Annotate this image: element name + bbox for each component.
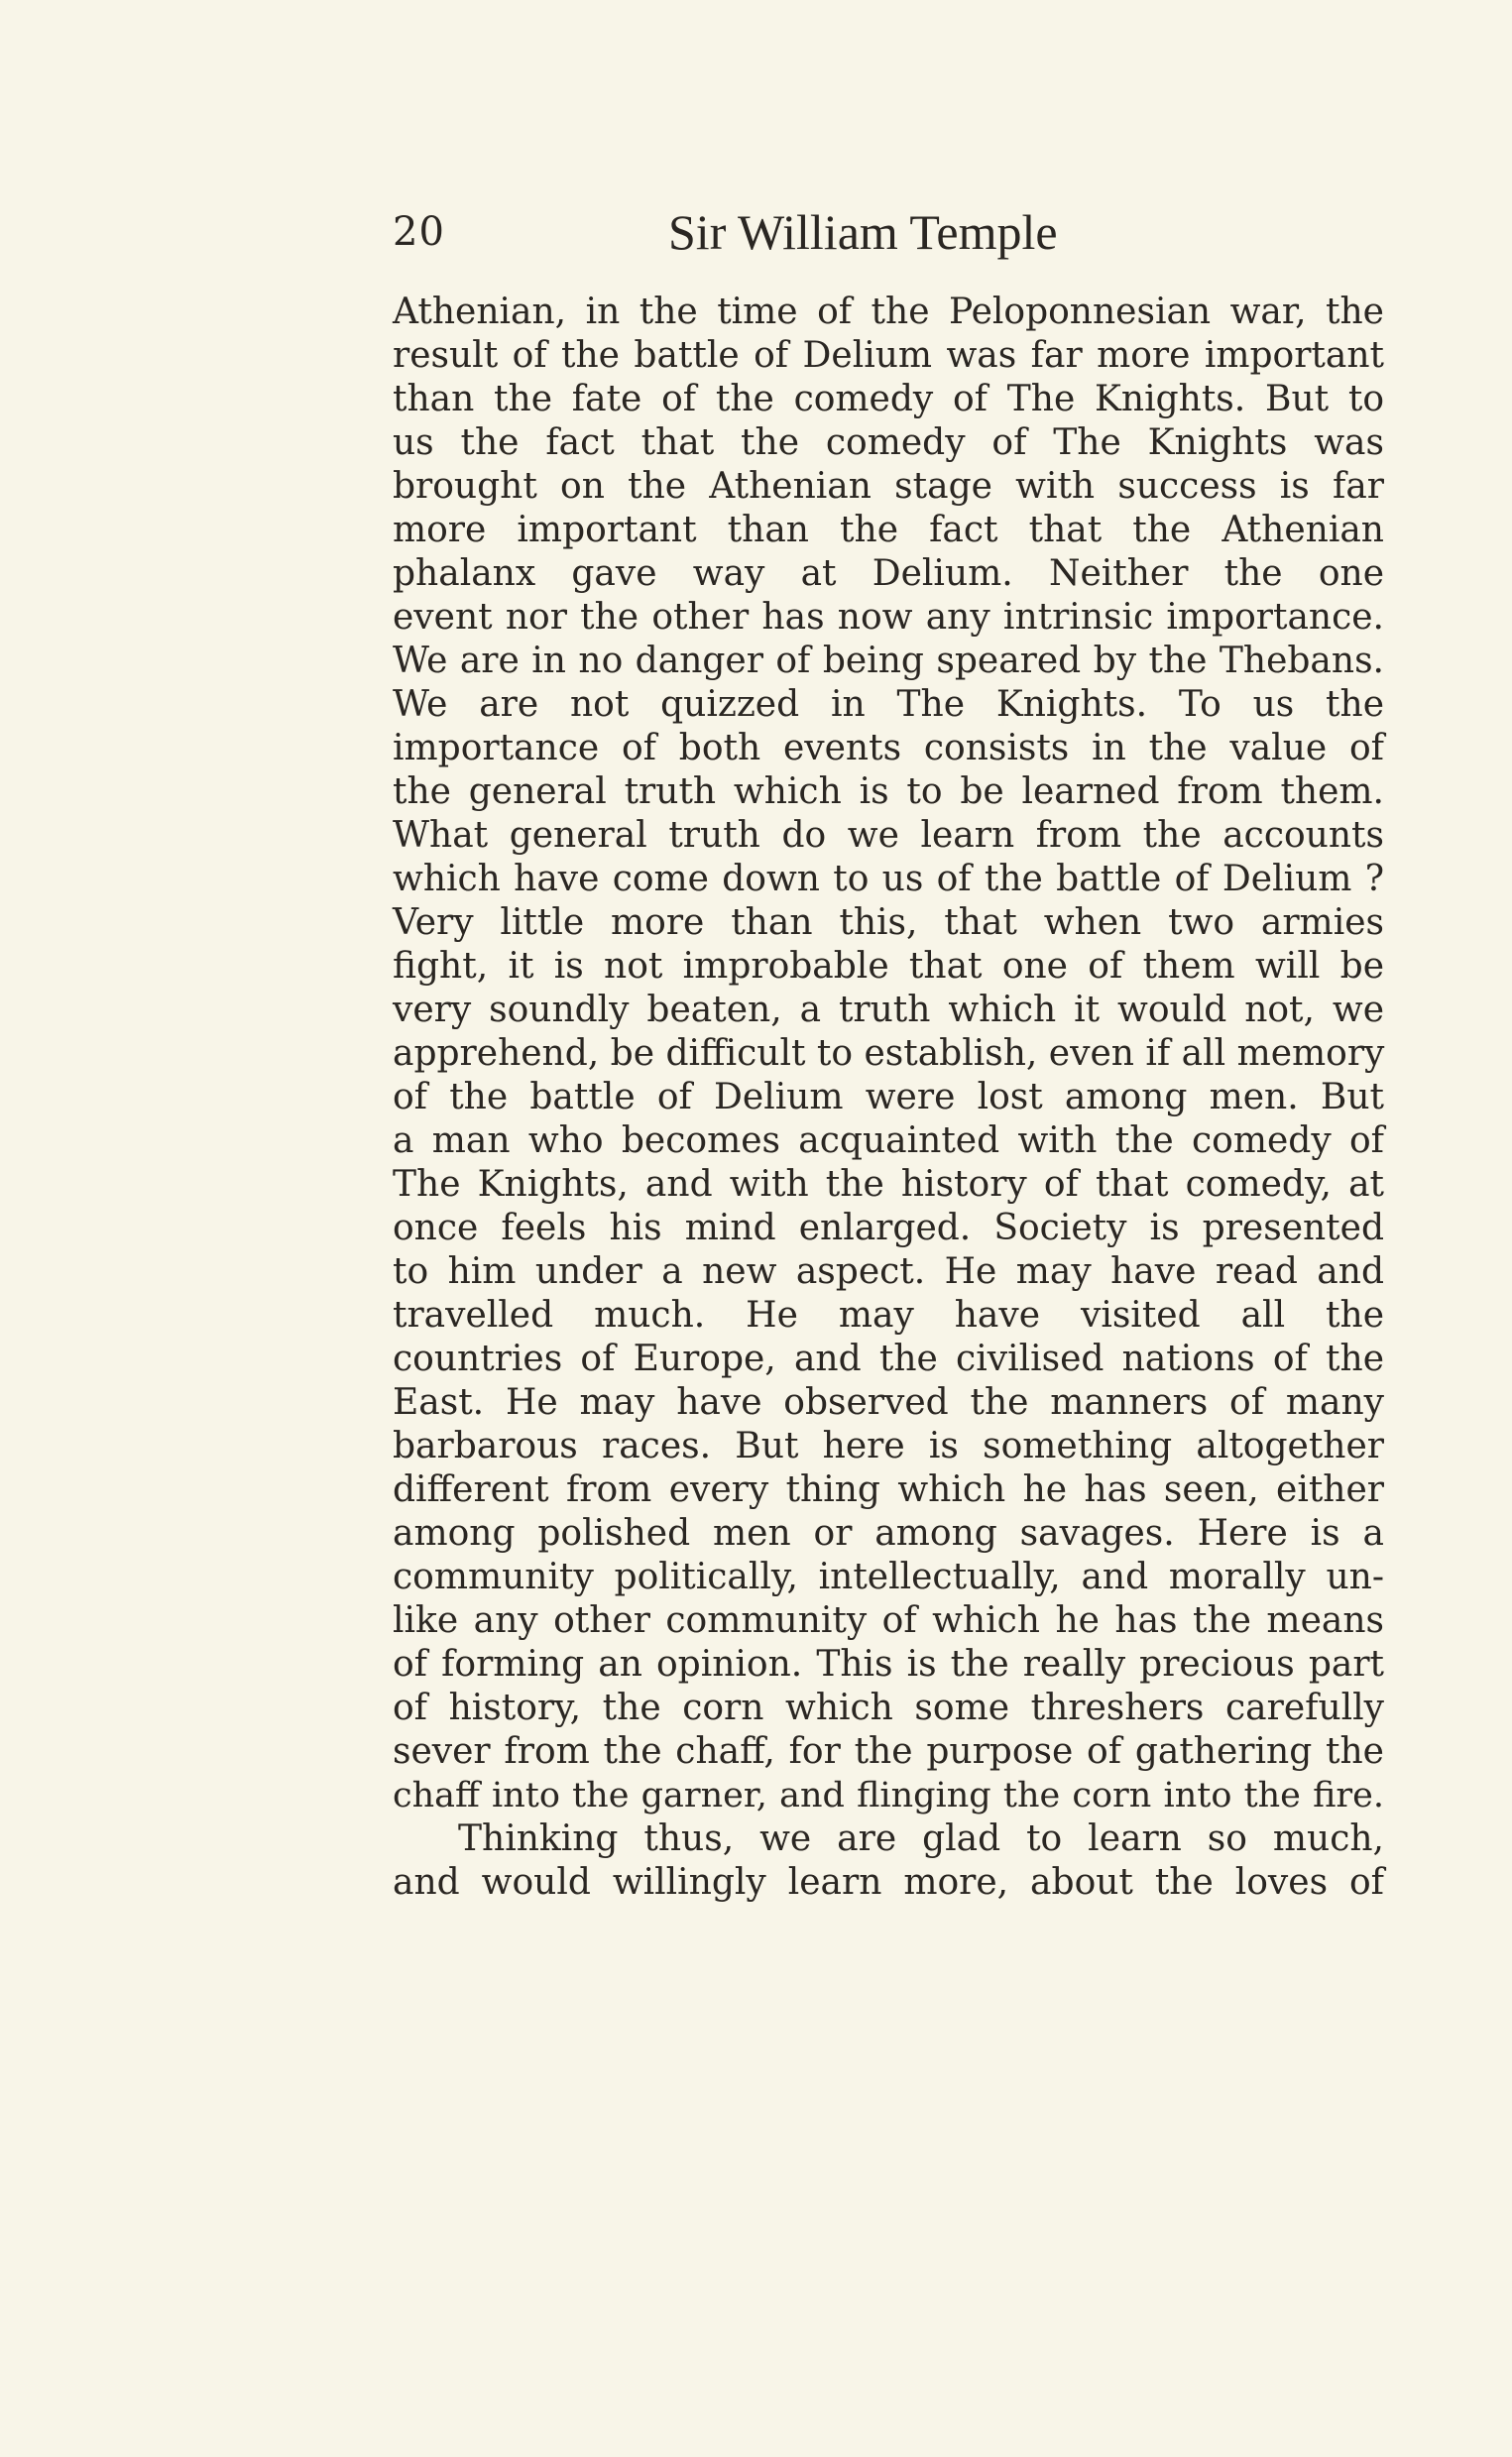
text-line: than the fate of the comedy of The Knights. But to bbox=[393, 379, 1384, 419]
text-line: East. He may have observed the manners of many bbox=[393, 1382, 1384, 1423]
text-line: among polished men or among savages. Here is a bbox=[393, 1513, 1384, 1554]
body-text bbox=[393, 291, 1384, 1905]
page-header bbox=[393, 202, 1384, 262]
text-line: chaff into the garner, and flinging the corn into the fire. bbox=[393, 1776, 1384, 1815]
text-line: We are in no danger of being speared by the Thebans. bbox=[393, 641, 1384, 681]
text-line: What general truth do we learn from the accounts bbox=[393, 815, 1384, 856]
text-line: brought on the Athenian stage with success is far bbox=[393, 466, 1384, 507]
text-line: countries of Europe, and the civilised nations of the bbox=[393, 1339, 1384, 1379]
text-line: of forming an opinion. This is the really precious part bbox=[393, 1644, 1384, 1685]
page-number: 20 bbox=[393, 209, 445, 255]
text-line: of history, the corn which some threshers carefully bbox=[393, 1688, 1384, 1728]
text-line: importance of both events consists in the value of bbox=[393, 728, 1384, 768]
text-line: once feels his mind enlarged. Society is presented bbox=[393, 1208, 1384, 1248]
text-line: community politically, intellectually, and morally un- bbox=[393, 1557, 1384, 1597]
text-line: of the battle of Delium were lost among men. But bbox=[393, 1077, 1384, 1117]
text-line: very soundly beaten, a truth which it would not, we bbox=[393, 990, 1384, 1030]
text-line: sever from the chaff, for the purpose of gathering the bbox=[393, 1731, 1384, 1772]
text-line: more important than the fact that the Athenian bbox=[393, 510, 1384, 550]
text-line: apprehend, be difficult to establish, even if all memory bbox=[393, 1033, 1385, 1074]
running-title: Sir William Temple bbox=[668, 204, 1058, 260]
text-line: the general truth which is to be learned from them. bbox=[393, 771, 1384, 812]
text-line: fight, it is not improbable that one of them will be bbox=[393, 946, 1384, 987]
text-line: and would willingly learn more, about the loves of bbox=[393, 1862, 1384, 1903]
text-line: to him under a new aspect. He may have read and bbox=[393, 1251, 1384, 1292]
text-line: us the fact that the comedy of The Knights was bbox=[393, 422, 1384, 463]
text-line: which have come down to us of the battle of Delium ? bbox=[393, 859, 1384, 899]
text-line: The Knights, and with the history of that comedy, at bbox=[393, 1164, 1384, 1205]
text-line: phalanx gave way at Delium. Neither the one bbox=[393, 553, 1384, 594]
text-line: like any other community of which he has the means bbox=[393, 1600, 1384, 1641]
text-line: barbarous races. But here is something altogether bbox=[393, 1426, 1384, 1466]
text-line: We are not quizzed in The Knights. To us the bbox=[393, 684, 1384, 725]
text-line: different from every thing which he has seen, either bbox=[393, 1469, 1384, 1510]
text-line: Athenian, in the time of the Peloponnesian war, the bbox=[393, 292, 1384, 332]
text-line: a man who becomes acquainted with the comedy of bbox=[393, 1120, 1384, 1161]
text-line: Very little more than this, that when two armies bbox=[393, 902, 1384, 943]
text-line: result of the battle of Delium was far more important bbox=[393, 335, 1384, 376]
text-line: event nor the other has now any intrinsic importance. bbox=[393, 597, 1384, 638]
text-line: travelled much. He may have visited all the bbox=[393, 1295, 1384, 1336]
paragraph-start-line: Thinking thus, we are glad to learn so much, bbox=[458, 1818, 1384, 1859]
